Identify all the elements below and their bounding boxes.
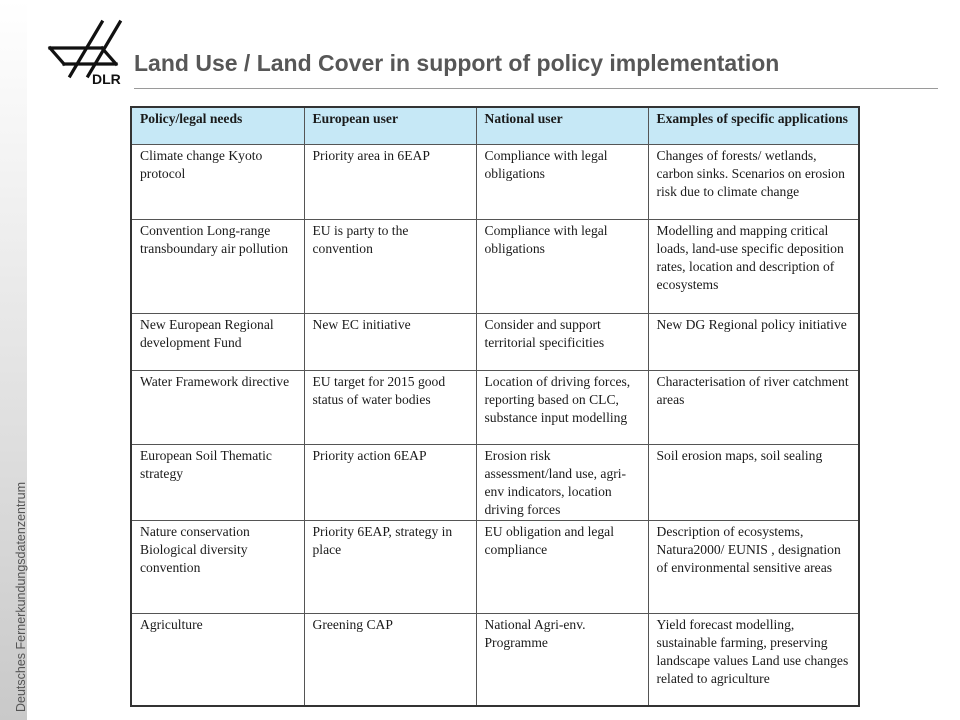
title-divider [134,88,938,89]
table-row [131,371,859,445]
cell-national-user: Erosion risk assessment/land use, agri-env indicators, location driving forces [476,445,648,521]
cell-national-user: Compliance with legal obligations [476,220,648,314]
cell-policy: Climate change Kyoto protocol [131,145,304,220]
cell-european-user: Priority action 6EAP [304,445,476,521]
cell-policy: European Soil Thematic strategy [131,445,304,521]
dlr-logo [44,18,134,88]
cell-policy: Water Framework directive [131,371,304,445]
table-row [131,145,859,220]
cell-european-user: EU target for 2015 good status of water bodies [304,371,476,445]
cell-national-user: National Agri-env. Programme [476,614,648,707]
page-title: Land Use / Land Cover in support of policy implementation [134,50,780,76]
cell-applications: Soil erosion maps, soil sealing [648,445,859,521]
cell-national-user: Consider and support territorial specificities [476,314,648,371]
header-national-user: National user [476,107,648,145]
table-row [131,220,859,314]
side-label: Deutsches Fernerkundungsdatenzentrum [14,482,28,712]
cell-national-user: Compliance with legal obligations [476,145,648,220]
policy-table [130,106,860,707]
cell-policy: Convention Long-range transboundary air pollution [131,220,304,314]
table-row [131,614,859,707]
cell-european-user: Priority area in 6EAP [304,145,476,220]
header-policy: Policy/legal needs [131,107,304,145]
table-row [131,521,859,614]
cell-european-user: EU is party to the convention [304,220,476,314]
logo-text: DLR [92,71,121,87]
cell-applications: Changes of forests/ wetlands, carbon sinks. Scenarios on erosion risk due to climate change [648,145,859,220]
cell-european-user: New EC initiative [304,314,476,371]
cell-policy: New European Regional development Fund [131,314,304,371]
cell-national-user: Location of driving forces, reporting based on CLC, substance input modelling [476,371,648,445]
cell-european-user: Greening CAP [304,614,476,707]
cell-policy: Nature conservation Biological diversity convention [131,521,304,614]
cell-applications: Characterisation of river catchment areas [648,371,859,445]
header-applications: Examples of specific applications [648,107,859,145]
cell-applications: Modelling and mapping critical loads, land-use specific deposition rates, location and description of ecosystems [648,220,859,314]
table-row [131,314,859,371]
table-row [131,445,859,521]
table-header-row [131,107,859,145]
cell-policy: Agriculture [131,614,304,707]
header-european-user: European user [304,107,476,145]
cell-applications: Yield forecast modelling, sustainable farming, preserving landscape values Land use changes related to agriculture [648,614,859,707]
cell-european-user: Priority 6EAP, strategy in place [304,521,476,614]
cell-national-user: EU obligation and legal compliance [476,521,648,614]
cell-applications: New DG Regional policy initiative [648,314,859,371]
cell-applications: Description of ecosystems, Natura2000/ EUNIS , designation of environmental sensitive areas [648,521,859,614]
